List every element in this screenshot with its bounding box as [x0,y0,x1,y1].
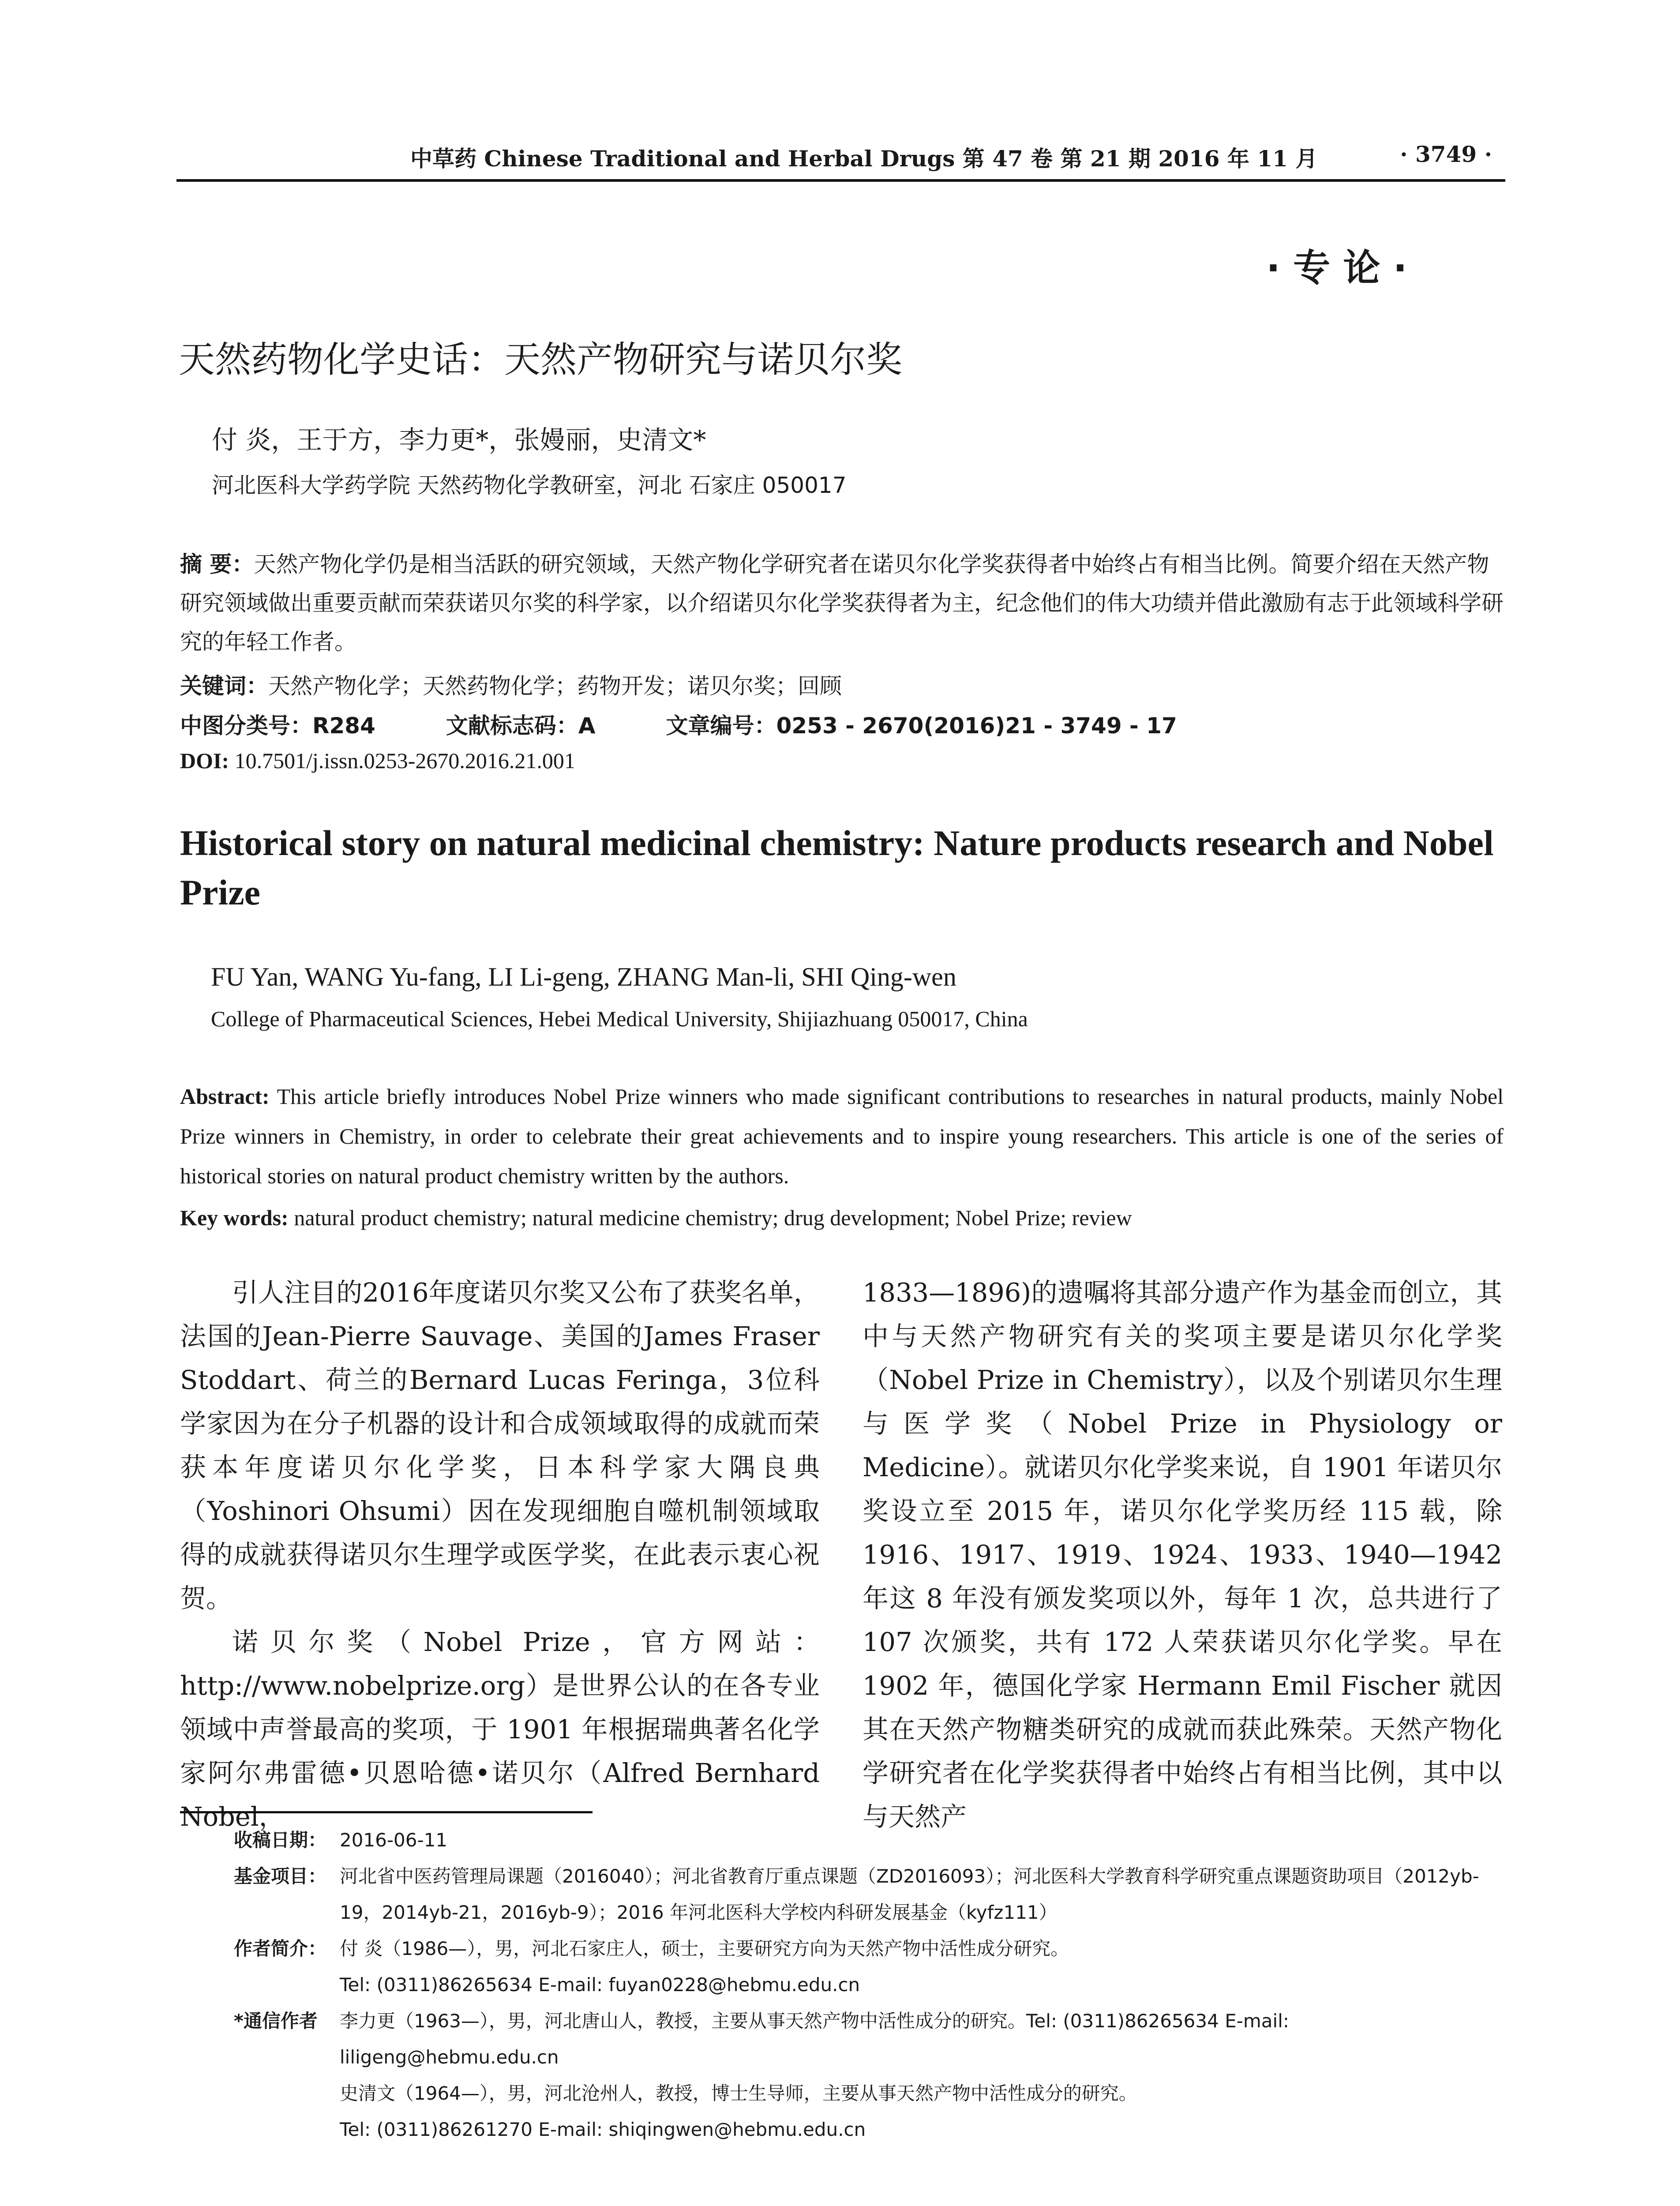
chinese-keywords [180,668,842,700]
doi [180,748,575,773]
running-header [176,141,1505,182]
fund-text: 河北省中医药管理局课题（2016040）；河北省教育厅重点课题（ZD2016093）；河北医科大学教育科学研究重点课题资助项目（2012yb-19，2014yb-21，2016yb-9）；2016 年河北医科大学校内科研发展基金（kyfz111） [340,1865,1479,1923]
english-abstract [180,1077,1504,1196]
author-text: 付 炎（1986—），男，河北石家庄人，硕士，主要研究方向为天然产物中活性成分研究。 [340,1938,1069,1959]
document-code: 文献标志码：A [446,713,596,739]
corresponding-author-2: 史清文（1964—），男，河北沧州人，教授，博士生导师，主要从事天然产物中活性成分的研究。 [340,2082,1137,2104]
doi-link[interactable]: 10.7501/j.issn.0253-2670.2016.21.001 [229,748,575,773]
article-number: 文章编号：0253 - 2670(2016)21 - 3749 - 17 [666,713,1177,739]
footnote-corresponding [234,2003,1504,2075]
column-label: · 专 论 · [1266,246,1407,289]
journal-info: 中草药 Chinese Traditional and Herbal Drugs 第 47 卷 第 21 期 2016 年 11 月 [410,146,1318,172]
received-date: 2016-06-11 [340,1829,448,1851]
corresponding-label: *通信作者 [234,2010,318,2032]
chinese-abstract-label: 摘 要： [180,552,254,577]
body-left-column [180,1271,820,1838]
footnote-received [234,1822,1504,1858]
footnote-divider [180,1811,592,1813]
english-abstract-label: Abstract: [180,1084,270,1109]
footnote-fund [234,1858,1504,1931]
author-contact: Tel: (0311)86265634 E-mail: fuyan0228@hebmu.edu.cn [340,1974,860,1996]
english-keywords [180,1198,1504,1238]
corresponding-author-2-contact: Tel: (0311)86261270 E-mail: shiqingwen@hebmu.edu.cn [340,2119,866,2140]
corresponding-author-1: 李力更（1963—），男，河北唐山人，教授，主要从事天然产物中活性成分的研究。Tel: (0311)86265634 E-mail: liligeng@hebmu.edu.cn [340,2010,1290,2068]
footnotes [234,1822,1504,2148]
english-authors: FU Yan, WANG Yu-fang, LI Li-geng, ZHANG Man-li, SHI Qing-wen [211,962,956,991]
chinese-authors: 付 炎，王于方，李力更*，张嫚丽，史清文* [212,425,706,455]
english-keywords-text: natural product chemistry; natural medicine chemistry; drug development; Nobel Prize; review [288,1205,1132,1230]
english-abstract-text: This article briefly introduces Nobel Prize winners who made significant contributions to researches in natural products, mainly Nobel Prize winners in Chemistry, in order to celebrate their great achievements and to inspire young researchers. This article is one of the series of historical stories on natural product chemistry written by the authors. [180,1084,1504,1188]
fund-label: 基金项目： [234,1865,327,1887]
body-paragraph: 1833—1896)的遗嘱将其部分遗产作为基金而创立，其中与天然产物研究有关的奖项主要是诺贝尔化学奖（Nobel Prize in Chemistry），以及个别诺贝尔生理与医学奖（Nobel Prize in Physiology or Medicine）。就诺贝尔化学奖来说，自 1901 年诺贝尔奖设立至 2015 年，诺贝尔化学奖历经 115 载，除 1916、1917、1919、1924、1933、1940—1942 年这 8 年没有颁发奖项以外，每年 1 次，总共进行了 107 次颁奖，共有 172 人荣获诺贝尔化学奖。早在 1902 年，德国化学家 Hermann Emil Fischer 就因其在天然产物糖类研究的成就而获此殊荣。天然产物化学研究者在化学奖获得者中始终占有相当比例，其中以与天然产 [862,1277,1502,1832]
doi-label: DOI: [180,748,229,773]
body-paragraph: 引人注目的2016年度诺贝尔奖又公布了获奖名单，法国的Jean-Pierre Sauvage、美国的James Fraser Stoddart、荷兰的Bernard Lucas Feringa，3位科学家因为在分子机器的设计和合成领域取得的成就而荣获本年度诺贝尔化学奖，日本科学家大隅良典（Yoshinori Ohsumi）因在发现细胞自噬机制领域取得的成就获得诺贝尔生理学或医学奖，在此表示衷心祝贺。 [180,1277,820,1613]
chinese-affiliation: 河北医科大学药学院 天然药物化学教研室，河北 石家庄 050017 [212,473,847,498]
chinese-keywords-label: 关键词： [180,673,268,699]
footnote-author [234,1931,1504,1967]
page-number: · 3749 · [1400,141,1492,167]
body-paragraph: 诺贝尔奖（Nobel Prize，官方网站：http://www.nobelprize.org）是世界公认的在各专业领域中声誉最高的奖项，于 1901 年根据瑞典著名化学家阿尔弗雷德•贝恩哈德•诺贝尔（Alfred Bernhard Nobel， [180,1627,820,1832]
chinese-abstract-text: 天然产物化学仍是相当活跃的研究领域，天然产物化学研究者在诺贝尔化学奖获得者中始终占有相当比例。简要介绍在天然产物研究领域做出重要贡献而荣获诺贝尔奖的科学家，以介绍诺贝尔化学奖获得者为主，纪念他们的伟大功绩并借此激励有志于此领域科学研究的年轻工作者。 [180,552,1504,655]
clc-number: 中图分类号：R284 [180,713,375,739]
chinese-abstract [180,545,1504,661]
chinese-title: 天然药物化学史话：天然产物研究与诺贝尔奖 [179,339,903,381]
english-affiliation: College of Pharmaceutical Sciences, Hebei Medical University, Shijiazhuang 050017, China [211,1006,1028,1031]
english-title: Historical story on natural medicinal chemistry: Nature products research and Nobel Prize [180,823,1494,912]
classification-row [180,708,1177,740]
chinese-keywords-text: 天然产物化学；天然药物化学；药物开发；诺贝尔奖；回顾 [268,673,842,699]
english-keywords-label: Key words: [180,1205,289,1230]
author-label: 作者简介： [234,1938,327,1959]
received-label: 收稿日期： [234,1829,327,1851]
body-right-column [862,1271,1502,1838]
